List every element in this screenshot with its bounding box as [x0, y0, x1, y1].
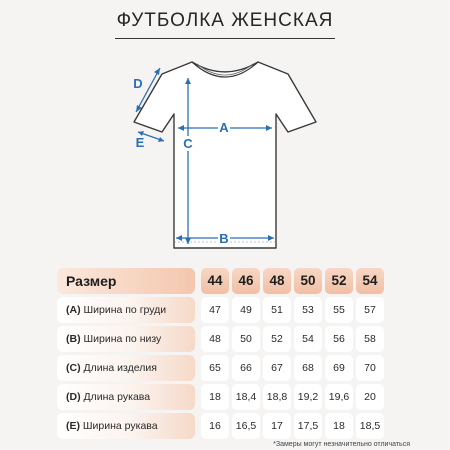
cell-c-44: 65 — [201, 355, 229, 381]
table-header-label: Размер — [66, 273, 117, 289]
tshirt-outline — [134, 62, 316, 248]
cell-e-46: 16,5 — [232, 413, 260, 439]
cell-e-44: 16 — [201, 413, 229, 439]
cell-d-44: 18 — [201, 384, 229, 410]
cell-b-52: 56 — [325, 326, 353, 352]
cell-e-48: 17 — [263, 413, 291, 439]
row-label-b: (B) Ширина по низу — [66, 333, 162, 345]
cell-a-54: 57 — [356, 297, 384, 323]
cell-a-50: 53 — [294, 297, 322, 323]
size-header-48: 48 — [263, 268, 291, 294]
page-title: ФУТБОЛКА ЖЕНСКАЯ — [116, 10, 334, 31]
cell-b-44: 48 — [201, 326, 229, 352]
cell-b-54: 58 — [356, 326, 384, 352]
cell-d-46: 18,4 — [232, 384, 260, 410]
label-b: B — [219, 231, 229, 246]
cell-c-52: 69 — [325, 355, 353, 381]
cell-a-52: 55 — [325, 297, 353, 323]
label-d: D — [133, 76, 143, 91]
label-e: E — [135, 135, 145, 150]
cell-d-54: 20 — [356, 384, 384, 410]
row-label-a: (A) Ширина по груди — [66, 304, 167, 316]
cell-b-46: 50 — [232, 326, 260, 352]
cell-c-54: 70 — [356, 355, 384, 381]
cell-d-48: 18,8 — [263, 384, 291, 410]
size-header-50: 50 — [294, 268, 322, 294]
cell-d-50: 19,2 — [294, 384, 322, 410]
cell-b-50: 54 — [294, 326, 322, 352]
size-header-44: 44 — [201, 268, 229, 294]
cell-c-48: 67 — [263, 355, 291, 381]
cell-e-50: 17,5 — [294, 413, 322, 439]
cell-a-46: 49 — [232, 297, 260, 323]
cell-e-52: 18 — [325, 413, 353, 439]
size-header-54: 54 — [356, 268, 384, 294]
cell-e-54: 18,5 — [356, 413, 384, 439]
label-c: C — [183, 136, 193, 151]
footnote: *Замеры могут незначительно отличаться — [273, 441, 410, 448]
title-underline — [115, 38, 335, 39]
row-label-d: (D) Длина рукава — [66, 391, 151, 403]
cell-c-50: 68 — [294, 355, 322, 381]
cell-d-52: 19,6 — [325, 384, 353, 410]
size-header-46: 46 — [232, 268, 260, 294]
cell-a-44: 47 — [201, 297, 229, 323]
row-label-e: (E) Ширина рукава — [66, 420, 158, 432]
cell-b-48: 52 — [263, 326, 291, 352]
row-label-c: (C) Длина изделия — [66, 362, 157, 374]
tshirt-diagram — [130, 48, 320, 258]
size-header-52: 52 — [325, 268, 353, 294]
label-a: A — [219, 120, 229, 135]
cell-c-46: 66 — [232, 355, 260, 381]
cell-a-48: 51 — [263, 297, 291, 323]
